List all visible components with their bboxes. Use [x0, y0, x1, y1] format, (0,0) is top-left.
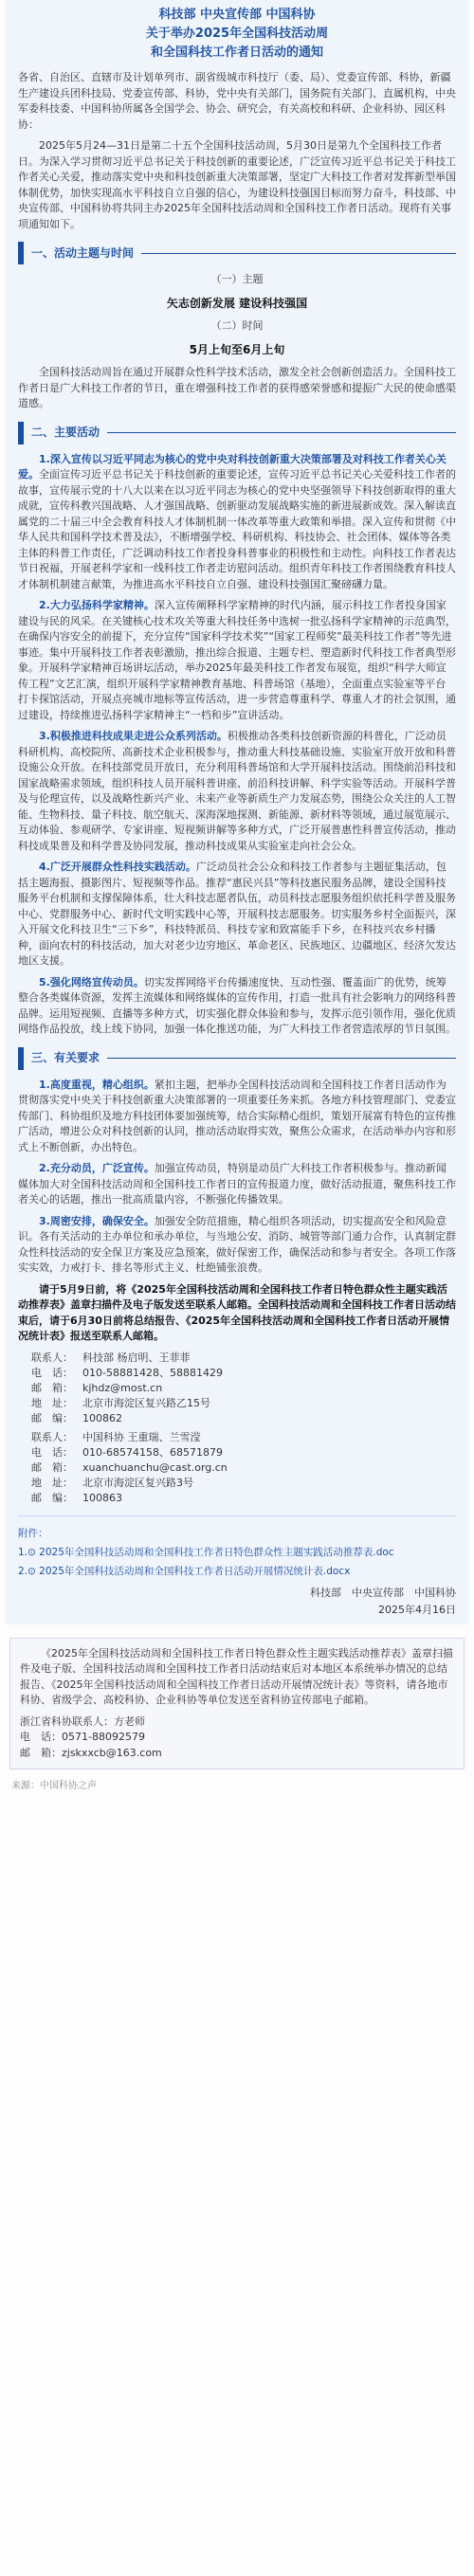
notice-card — [5, 0, 469, 1624]
activity-text: 深入宣传阐释科学家精神的时代内涵，展示科技工作者投身国家建设与民的风采。在关键核心技术攻关等重大科技任务中选树一批弘扬科学家精神的示范典型，在确保内容安全的前提下，充分宣传“国家科学技术奖”“国家工程师奖”最美科技工作者”等先进事迹。集中开展科技工作者表彰激励，推出综合报道、主题专栏、塑造新时代科技工作者典型形象。开展科学家精神百场讲坛活动，举办2025年最美科技工作者发布展览，组织“科学大师宣传工程”文艺汇演，组织开展科学家精神教育基地、科普场馆（基地），全面重点实验室等平台打卡探馆活动，开展点亮城市地标等宣传活动，进一步营造尊重科学、尊重人才的社会氛围，通过建设，持续推进弘扬科学家精神主“一档和步”宣讲活动。 — [18, 599, 456, 721]
time-heading: （二）时间 — [210, 319, 264, 332]
local-notice-text: 《2025年全国科技活动周和全国科技工作者日特色群众性主题实践活动推荐表》盖章扫描件及电子版、全国科技活动周和全国科技工作者日活动结束后对本地区本系统举办情况的总结报告、《2025年全国科技活动周和全国科技工作者日活动开展情况统计表》等资料，请各地市科协、省级学会、高校科协、企业科协等单位发送至省科协宣传部电子邮箱。 — [20, 1646, 453, 1706]
activity-item — [18, 975, 456, 1038]
contact-block-cast — [31, 1430, 456, 1506]
section-label: 二、主要活动 — [31, 426, 100, 440]
contact-value: 010-58881428、58881429 — [82, 1366, 223, 1379]
activity-item — [18, 860, 456, 970]
section-label: 三、有关要求 — [31, 1051, 100, 1065]
contact-value: xuanchuanchu@cast.org.cn — [82, 1460, 228, 1474]
contact-row — [31, 1491, 456, 1506]
time-text: 5月上旬至6月上旬 — [189, 342, 285, 356]
local-contact-email: 邮 箱：zjskxxcb@163.com — [20, 1746, 162, 1759]
activity-text: 切实发挥网络平台传播速度快、互动性强、覆盖面广的优势，统筹整合各类媒体资源，发挥主流媒体和网络媒体的宣传作用，打造一批具有社会影响力的网络科普品牌。运用短视频、直播等多种方式，切实强化群众体验和参与，发挥示范引领作用，强化优质网络作品投放，线上线下协同，加强一体化推送功能，为广大科技工作者营造浓厚的节日氛围。 — [18, 975, 456, 1035]
signature — [18, 1585, 456, 1619]
contact-row — [31, 1460, 456, 1476]
notice-header — [5, 0, 469, 63]
contact-value: 科技部 杨启明、王菲菲 — [82, 1351, 191, 1364]
section-rule — [141, 253, 456, 254]
theme-text: 矢志创新发展 建设科技强国 — [166, 296, 308, 310]
section-1-desc: 全国科技活动周旨在通过开展群众性科学技术活动，激发全社会创新创造活力。全国科技工作者日是广大科技工作者的节日，重在增强科技工作者的获得感荣誉感和提振广大民的使命感渠道感。 — [18, 366, 456, 409]
divider — [18, 1515, 456, 1516]
activity-text: 广泛动员社会公众和科技工作者参与主题征集活动，包括主题海报、摄影图片、短视频等作品。推荐“惠民兴县”等科技惠民服务品牌，建设全国科技服务平台机制和支撑保障体系，壮大科技志愿者队伍，动员科技志愿服务组织依托科学普及服务中心、党群服务中心、新时代文明实践中心等，开展科技志愿服务。切实服务乡村全面振兴，深入开展文化科技卫生“三下乡”，科技特派员、科技专家和致富能手下乡，在科技兴农乡村播种，面向农村的科技活动，加大对老少边穷地区、革命老区、民族地区、边疆地区、经济欠发达地区支援。 — [18, 861, 456, 967]
requirement-title: 1.高度重视，精心组织。 — [39, 1078, 155, 1091]
contact-row — [31, 1351, 456, 1366]
contact-value: 100863 — [82, 1491, 122, 1504]
section-bar — [18, 1047, 24, 1070]
contact-row — [31, 1411, 456, 1426]
section-2-heading — [18, 422, 456, 444]
addressee: 各省、自治区、直辖市及计划单列市、副省级城市科技厅（委、局）、党委宣传部、科协，新疆生产建设兵团科技局、党委宣传部、科协，党中央有关部门，国务院有关部门、直属机构，中央军委科技委、中国科协所属各全国学会、协会、研究会，有关高校和科研、企业科协、园区科协： — [18, 71, 456, 131]
attachments — [18, 1526, 456, 1579]
activity-item — [18, 452, 456, 593]
requirement-item — [18, 1214, 456, 1277]
theme-heading: （一）主题 — [210, 273, 264, 285]
activity-item — [18, 729, 456, 854]
requirement-item — [18, 1078, 456, 1156]
contact-key: 地 址： — [31, 1396, 73, 1409]
requirement-text: 加强宣传动员，特别是动员广大科技工作者积极参与。推动新闻媒体加大对全国科技活动周和全国科技工作者日的宣传报道力度，做好活动报道，聚焦科技工作者关心的话题，推出一批高质量内容，不断强化传播效果。 — [18, 1162, 456, 1206]
contact-row — [31, 1396, 456, 1411]
notice-body — [5, 63, 469, 1624]
activity-title: 2.大力弘扬科学家精神。 — [39, 599, 155, 611]
contact-value: 010-68574158、68571879 — [82, 1445, 223, 1459]
submit-note: 请于5月9日前，将《2025年全国科技活动周和全国科技工作者日特色群众性主题实践活动推荐表》盖章扫描件及电子版发送至联系人邮箱。全国科技活动周和全国科技工作者日活动结束后，请于6月30日前将总结报告、《2025年全国科技活动周和全国科技工作者日活动开展情况统计表》报送至联系人邮箱。 — [18, 1282, 456, 1342]
section-bar — [18, 242, 24, 264]
title-line-2: 和全国科技工作者日活动的通知 — [150, 45, 323, 60]
activity-text: 积极推动各类科技创新资源的科普化，广泛动员科研机构、高校院所、高新技术企业积极参与，推动重大科技基础设施、实验室开放开放和科普设施公众开放。在科技部党员开放日，充分利用科普场馆和大学开展科技活动。围绕前沿科技和国家战略需求领域，组织科技人员开展科普讲座、前沿科技讲解、科学实验等活动。开展科学普及与伦理宣传，以及战略性新兴产业、未来产业等新质生产力发展态势，围绕公众关注的人工智能、生物科技、量子科技、航空航天、深海深地探测、新能源、新材料等领域，通过展览展示、互动体验、参观研学、专家讲座、短视频讲解等多种方式，广泛开展普惠性科普宣传活动，推动科技成果普及和科学普及协同发展，推动科技成果从实验室走向社会公众。 — [18, 730, 456, 852]
contact-key: 联系人： — [31, 1351, 73, 1364]
local-notice-box — [9, 1638, 465, 1770]
activity-title: 4.广泛开展群众性科技实践活动。 — [39, 861, 196, 873]
section-3-heading — [18, 1047, 456, 1070]
section-bar — [18, 422, 24, 444]
section-label: 一、活动主题与时间 — [31, 245, 135, 260]
contact-key: 邮 编： — [31, 1411, 73, 1424]
contact-value: kjhdz@most.cn — [82, 1381, 163, 1394]
requirement-text: 紧扣主题，把举办全国科技活动周和全国科技工作者日活动作为贯彻落实党中央关于科技创新重大决策部署的一项重要任务来抓。各地方科技管理部门、党委宣传部门、科协组织及地方科技团体要加强统筹，结合实际精心组织，策划开展富有特色的宣传推广活动，增进公众对科技创新的认同，推动活动取得实效，聚焦公众需求，在活动举办内容和形式上不断创新，办出特色。 — [18, 1078, 456, 1153]
contact-key: 邮 箱： — [31, 1381, 73, 1394]
contact-value: 中国科协 王重瑞、兰雪滢 — [82, 1430, 201, 1443]
local-contact-phone: 电 话：0571-88092579 — [20, 1731, 145, 1743]
activity-item — [18, 598, 456, 723]
contact-value: 北京市海淀区复兴路3号 — [82, 1476, 193, 1489]
section-1-heading — [18, 242, 456, 264]
activity-title: 5.强化网络宣传动员。 — [39, 975, 144, 989]
attachment-link-2[interactable]: 2.⊙ 2025年全国科技活动周和全国科技工作者日活动开展情况统计表.docx — [18, 1565, 351, 1577]
contact-value: 北京市海淀区复兴路乙15号 — [82, 1396, 210, 1409]
contact-key: 联系人： — [31, 1430, 73, 1443]
activity-text: 全面宣传习近平总书记关于科技创新的重要论述，宣传习近平总书记关心关爱科技工作者的故事，宣传展示党的十八大以来在以习近平同志为核心的党中央坚强领导下科技创新取得的重大成就，宣传科教兴国战略、人才强国战略、创新驱动发展战略实施的新进展新成效。深入解读直属党的二十届三中全会教育科技人才体制机制一体改革等重大政策和举措。深入宣传和贯彻《中华人民共和国科学技术普及法》，不断增强学校、科研机构、科技协会、社会团体、媒体等各类主体的科普工作责任，广泛调动科技工作者投身科普事业的积极性和主动性。向科技工作者表达节日祝福，开展老科学家和一线科技工作者走访慰问活动。组织青年科技工作者围绕教育科技人才体制机制建言献策，为推进高水平科技自立自强、建设科技强国汇聚磅礴力量。 — [18, 468, 456, 590]
contact-row — [31, 1366, 456, 1381]
contact-row — [31, 1445, 456, 1460]
issuer-line: 科技部 中央宣传部 中国科协 — [158, 8, 316, 22]
requirement-title: 3.周密安排，确保安全。 — [39, 1214, 155, 1227]
local-contact-org: 浙江省科协联系人：方老师 — [20, 1714, 145, 1728]
contact-key: 邮 编： — [31, 1491, 73, 1504]
contact-key: 电 话： — [31, 1366, 73, 1379]
signature-date: 2025年4月16日 — [378, 1603, 456, 1616]
intro-paragraph: 2025年5月24—31日是第二十五个全国科技活动周，5月30日是第九个全国科技工作者日。为深入学习贯彻习近平总书记关于科技创新的重要论述，广泛宣传习近平总书记关于科技工作者关心关爱，推动落实党中央和科技创新重大决策部署，坚定广大科技工作者对发挥新型举国体制优势，加快实现高水平科技自立自强的信心，为建设科技强国目标而努力奋斗，科技部、中央宣传部、中国科协将共同主办2025年全国科技活动周和全国科技工作者日活动。现将有关事项通知如下。 — [18, 139, 456, 230]
attachments-label: 附件： — [18, 1527, 48, 1539]
activity-title: 3.积极推进科技成果走进公众系列活动。 — [39, 730, 228, 742]
contact-row — [31, 1476, 456, 1491]
contact-row — [31, 1381, 456, 1396]
contact-block-most — [31, 1351, 456, 1426]
contact-key: 邮 箱： — [31, 1460, 73, 1474]
requirement-title: 2.充分动员，广泛宣传。 — [39, 1162, 155, 1174]
activity-title: 1.深入宣传以习近平同志为核心的党中央对科技创新重大决策部署及对科技工作者关心关爱。 — [18, 452, 447, 481]
attachment-link-1[interactable]: 1.⊙ 2025年全国科技活动周和全国科技工作者日特色群众性主题实践活动推荐表.doc — [18, 1546, 394, 1558]
section-rule — [107, 1058, 456, 1059]
signature-orgs: 科技部 中央宣传部 中国科协 — [310, 1586, 456, 1599]
source-note: 来源：中国科协之声 — [11, 1781, 97, 1791]
contact-key: 地 址： — [31, 1476, 73, 1489]
contact-row — [31, 1430, 456, 1445]
contact-key: 电 话： — [31, 1445, 73, 1459]
requirement-item — [18, 1161, 456, 1208]
requirement-text: 加强安全防范措施，精心组织各项活动，切实提高安全和风险意识。各有关活动的主办单位和承办单位，与当地公安、消防、城管等部门通力合作，认真制定群众性科技活动的安全保卫方案及应急预案，做好保密工作，确保活动和参与者安全。各项工作落实实效，力戒打卡、排名等形式主义、杜绝铺张浪费。 — [18, 1214, 456, 1274]
contact-value: 100862 — [82, 1411, 122, 1424]
section-rule — [107, 432, 456, 433]
title-line-1: 关于举办2025年全国科技活动周 — [145, 27, 329, 41]
